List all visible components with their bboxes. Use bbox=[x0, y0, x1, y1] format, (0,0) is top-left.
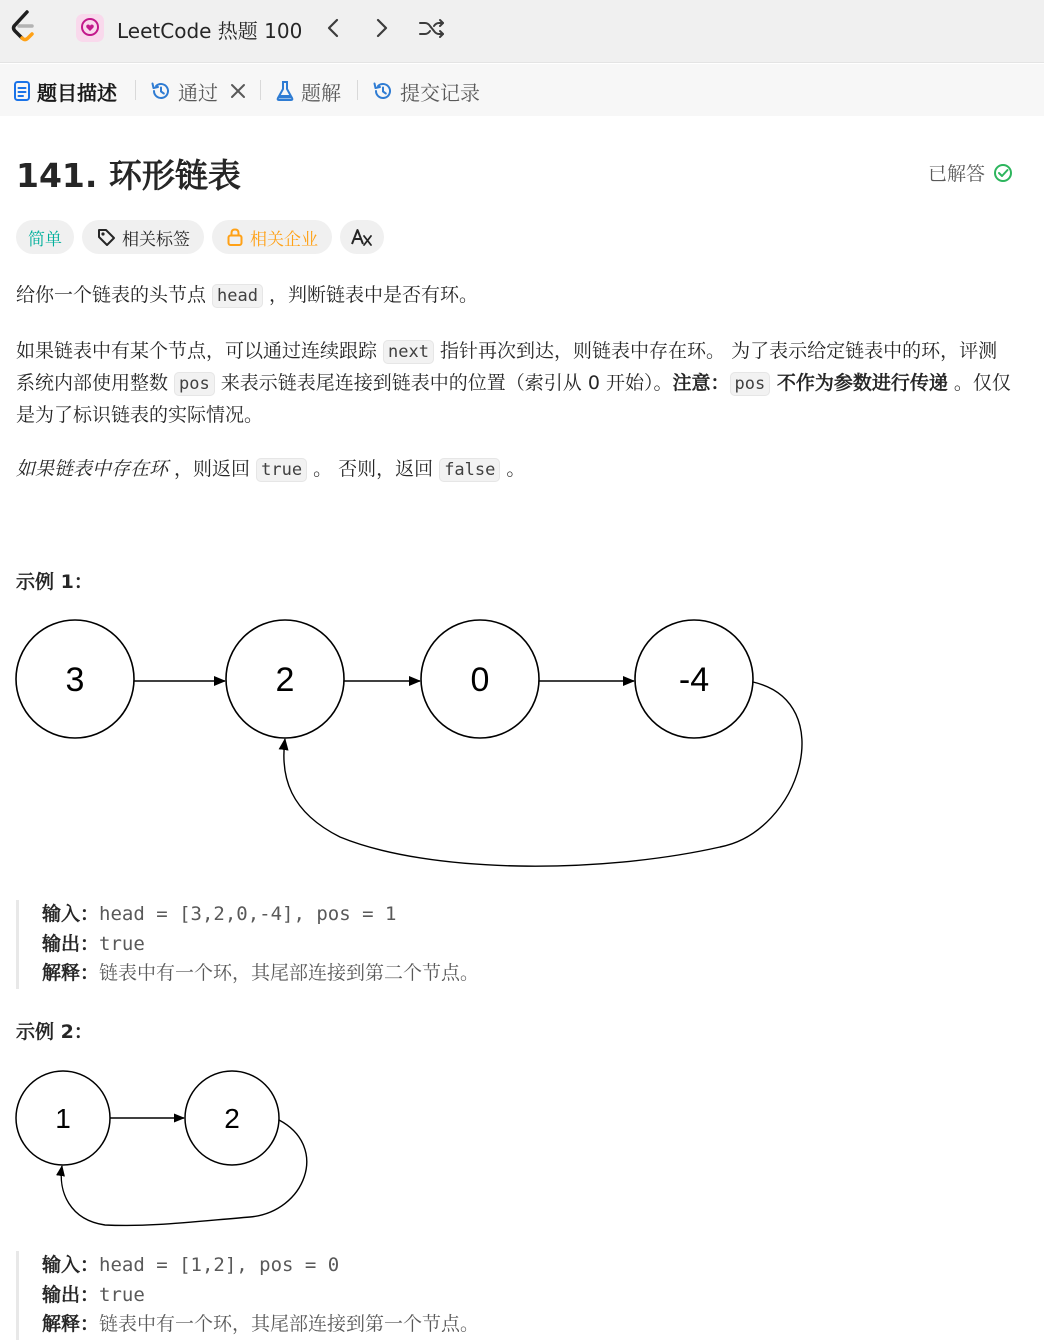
tab-divider bbox=[357, 80, 358, 100]
study-plan-title[interactable]: LeetCode 热题 100 bbox=[117, 19, 303, 43]
node-value: 0 bbox=[470, 661, 490, 699]
close-icon[interactable] bbox=[226, 80, 250, 102]
node-value: 2 bbox=[275, 661, 295, 699]
solved-status-label: 已解答 bbox=[928, 163, 986, 185]
history-icon bbox=[372, 80, 394, 102]
node-value: -4 bbox=[678, 661, 710, 699]
related-companies-label: 相关企业 bbox=[250, 229, 318, 250]
history-icon bbox=[150, 80, 172, 102]
example-2-title: 示例 2： bbox=[16, 1021, 93, 1043]
tab-description-label: 题目描述 bbox=[37, 80, 117, 105]
tab-submissions-label: 提交记录 bbox=[400, 80, 480, 105]
node-value: 3 bbox=[65, 661, 85, 699]
example-2-explanation: 链表中有一个环，其尾部连接到第一个节点。 bbox=[99, 1313, 480, 1335]
node-value: 1 bbox=[55, 1103, 71, 1134]
problem-title: 141. 环形链表 bbox=[16, 156, 241, 195]
tab-description[interactable] bbox=[13, 78, 117, 104]
translate-button[interactable] bbox=[340, 220, 384, 254]
description-paragraph-2: 如果链表中有某个节点，可以通过连续跟踪 next 指针再次到达，则链表中存在环。 为了表示给定链表中的环，评测系统内部使用整数 pos 来表示链表尾连接到链表中的位置（索引从 0 开始）。注意： pos 不作为参数进行传递 。仅仅是为了标识链表的实际情况。 bbox=[16, 340, 1011, 426]
example-1-output: true bbox=[99, 932, 145, 955]
related-tags-button[interactable] bbox=[82, 220, 204, 254]
shuffle-icon[interactable] bbox=[417, 14, 447, 42]
difficulty-badge: 简单 bbox=[16, 220, 74, 254]
tab-solutions[interactable] bbox=[275, 78, 341, 104]
document-icon bbox=[13, 80, 31, 102]
example-1-title: 示例 1： bbox=[16, 571, 93, 593]
top-bar bbox=[0, 0, 1044, 63]
check-circle-icon bbox=[993, 163, 1013, 183]
translate-icon bbox=[350, 226, 374, 248]
related-tags-label: 相关标签 bbox=[122, 229, 190, 250]
related-companies-button[interactable] bbox=[212, 220, 332, 254]
tag-icon bbox=[96, 227, 116, 247]
example-1-input: head = [3,2,0,-4], pos = 1 bbox=[99, 903, 397, 925]
tab-solutions-label: 题解 bbox=[301, 80, 341, 105]
tab-divider bbox=[260, 80, 261, 100]
chevron-left-icon[interactable] bbox=[318, 14, 348, 42]
study-plan-badge-icon[interactable] bbox=[76, 14, 104, 42]
example-1-diagram bbox=[0, 612, 820, 882]
example-2-output: true bbox=[99, 1283, 145, 1306]
example-2-io: 输入：head = [1,2], pos = 0 输出：true 解释：链表中有一个环，其尾部连接到第一个节点。 bbox=[16, 1251, 1006, 1340]
description-paragraph-3: 如果链表中存在环 ，则返回 true 。 否则，返回 false 。 bbox=[16, 458, 526, 480]
tab-accepted-label: 通过 bbox=[178, 80, 218, 105]
tab-submissions[interactable] bbox=[372, 78, 480, 104]
leetcode-logo-icon[interactable] bbox=[10, 10, 40, 44]
description-paragraph-1: 给你一个链表的头节点 head ，判断链表中是否有环。 bbox=[16, 284, 479, 306]
flask-icon bbox=[275, 80, 295, 102]
solved-status bbox=[928, 159, 1013, 186]
example-2-diagram bbox=[0, 1062, 340, 1242]
tab-divider bbox=[135, 80, 136, 100]
tab-accepted[interactable] bbox=[150, 78, 250, 104]
node-value: 2 bbox=[224, 1103, 240, 1134]
example-1-io: 输入：head = [3,2,0,-4], pos = 1 输出：true 解释：链表中有一个环，其尾部连接到第二个节点。 bbox=[16, 900, 1006, 989]
chevron-right-icon[interactable] bbox=[367, 14, 397, 42]
lock-icon bbox=[226, 227, 244, 247]
example-2-input: head = [1,2], pos = 0 bbox=[99, 1254, 340, 1276]
example-1-explanation: 链表中有一个环，其尾部连接到第二个节点。 bbox=[99, 962, 480, 984]
